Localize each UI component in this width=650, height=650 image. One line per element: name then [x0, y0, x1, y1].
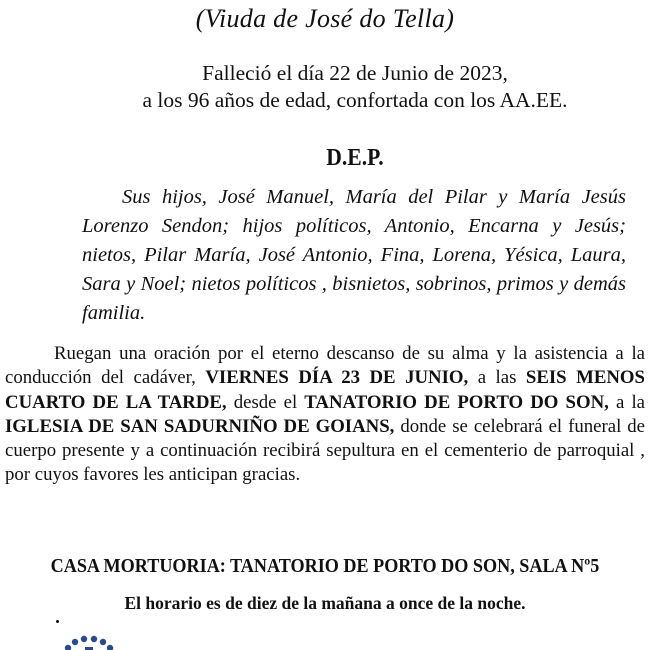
family-paragraph: Sus hijos, José Manuel, María del Pilar y María Jesús Lorenzo Sendon; hijos políticos, Antonio, Encarna y Jesús; nietos, Pilar María, José Antonio, Fina, Lorena, Yésica, Laura, Sara y Noel; nietos políticos , bisnietos, sobrinos, primos y demás familia. — [82, 186, 626, 324]
funeral-day: VIERNES DÍA 23 DE JUNIO, — [205, 367, 469, 389]
funeral-time: SEIS MENOS CUARTO DE LA TARDE, — [5, 367, 645, 413]
death-age-line: a los 96 años de edad, confortada con los AA.EE. — [142, 88, 568, 112]
request-text-3: desde el — [226, 391, 305, 413]
opening-hours-line: El horario es de diez de la mañana a once de la noche. — [124, 593, 526, 613]
request-text-1: Ruegan una oración por el eterno descanso de su alma y la asistencia a la conducción del cadáver, — [5, 343, 645, 389]
funeral-home-logo-icon — [58, 630, 122, 650]
request-text-2: a las — [468, 367, 526, 389]
church-name: IGLESIA DE SAN SADURNIÑO DE GOIANS, — [5, 415, 395, 437]
request-text-5: donde se celebrará el funeral de cuerpo presente y a continuación recibirá sepultura en el cementerio de parroquial , por cuyos favores les anticipan gracias. — [5, 415, 645, 486]
death-details — [0, 60, 650, 114]
dep-heading: D.E.P. — [326, 145, 384, 171]
funeral-home-line: CASA MORTUORIA: TANATORIO DE PORTO DO SON, SALA Nº5 — [50, 556, 600, 577]
request-text-4: a la — [608, 391, 645, 413]
departure-place: TANATORIO DE PORTO DO SON, — [304, 391, 609, 413]
widow-line: (Viuda de José do Tella) — [195, 4, 455, 33]
death-date-line: Falleció el día 22 de Junio de 2023, — [202, 61, 508, 85]
funeral-request-paragraph — [5, 342, 645, 488]
bullet-dot — [56, 620, 59, 623]
